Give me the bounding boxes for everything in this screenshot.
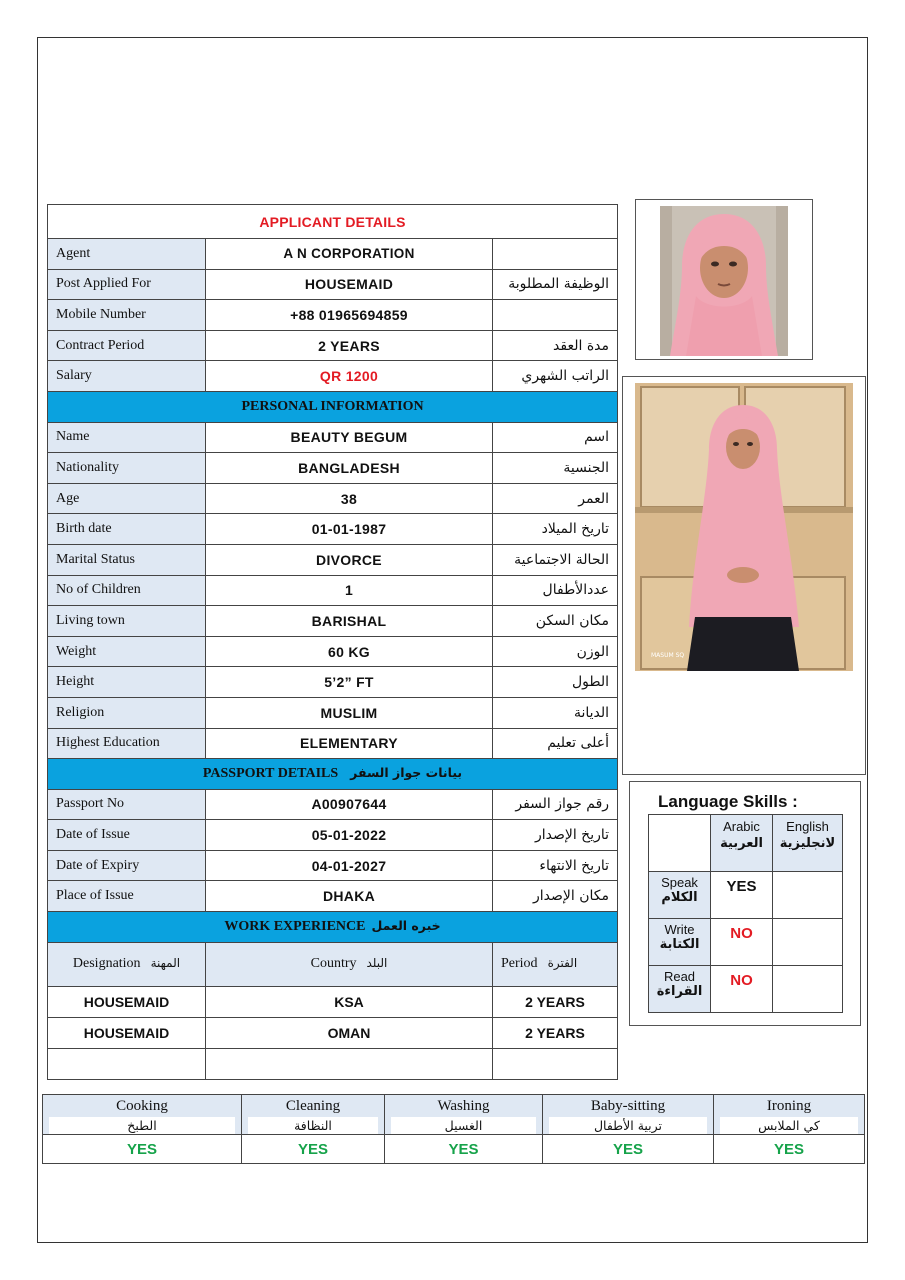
salary-value: QR 1200 — [206, 361, 493, 392]
col-ar: العربية — [720, 836, 763, 851]
arabic-label: الطول — [493, 667, 618, 698]
value: 04-01-2027 — [206, 850, 493, 881]
label: Religion — [48, 697, 206, 728]
period-header — [493, 942, 618, 986]
english-column-header — [773, 815, 843, 872]
designation-header — [48, 942, 206, 986]
row-contract — [48, 330, 618, 361]
applicant-details-table — [47, 204, 618, 1080]
row-en: Write — [664, 922, 695, 937]
work-column-headers — [48, 942, 618, 986]
skill-ar: الطبخ — [49, 1117, 235, 1134]
label: Age — [48, 483, 206, 514]
language-skills-table — [648, 814, 843, 1013]
country: KSA — [206, 986, 493, 1017]
arabic-label: أعلى تعليم — [493, 728, 618, 759]
skill-ar: الغسيل — [391, 1117, 536, 1134]
skills-table — [42, 1094, 865, 1164]
row-education — [48, 728, 618, 759]
section-title: WORK EXPERIENCE — [224, 919, 366, 935]
row-name — [48, 422, 618, 453]
arabic-label: عددالأطفال — [493, 575, 618, 606]
label: Place of Issue — [48, 881, 206, 912]
arabic-label: تاريخ الانتهاء — [493, 850, 618, 881]
col-ar: البلد — [366, 956, 388, 971]
row-ar: الكتابة — [659, 937, 700, 952]
arabic-label: الراتب الشهري — [493, 361, 618, 392]
col-ar: المهنة — [150, 956, 181, 971]
row-salary — [48, 361, 618, 392]
value: BANGLADESH — [206, 453, 493, 484]
period: 2 YEARS — [493, 986, 618, 1017]
full-body-image — [623, 377, 865, 774]
value: 1 — [206, 575, 493, 606]
speak-row-label — [649, 872, 711, 919]
row-place-of-issue — [48, 881, 618, 912]
arabic-label: العمر — [493, 483, 618, 514]
empty-corner — [649, 815, 711, 872]
skill-ironing-value: YES — [714, 1135, 865, 1164]
work-row — [48, 986, 618, 1017]
label: Post Applied For — [48, 269, 206, 300]
col-en: Country — [310, 956, 357, 972]
empty-cell — [206, 1048, 493, 1079]
work-row-empty — [48, 1048, 618, 1079]
skill-cooking-header — [43, 1095, 242, 1135]
value: ELEMENTARY — [206, 728, 493, 759]
value: +88 01965694859 — [206, 300, 493, 331]
label: Date of Expiry — [48, 850, 206, 881]
row-ar: القراءة — [656, 984, 703, 999]
write-row-label — [649, 919, 711, 966]
speak-english — [773, 872, 843, 919]
value: 38 — [206, 483, 493, 514]
portrait-image — [636, 200, 812, 359]
row-ar: الكلام — [661, 890, 698, 905]
label: Birth date — [48, 514, 206, 545]
label: Agent — [48, 239, 206, 270]
label: Mobile Number — [48, 300, 206, 331]
value: MUSLIM — [206, 697, 493, 728]
col-ar: الفترة — [547, 956, 578, 971]
label: Salary — [48, 361, 206, 392]
row-weight — [48, 636, 618, 667]
arabic-label: مكان الإصدار — [493, 881, 618, 912]
section-title: PASSPORT DETAILS — [202, 766, 339, 782]
row-children — [48, 575, 618, 606]
photo-watermark: MASUM SQ — [651, 652, 685, 659]
row-age — [48, 483, 618, 514]
read-row-label — [649, 966, 711, 1013]
skill-babysitting-value: YES — [543, 1135, 714, 1164]
row-nationality — [48, 453, 618, 484]
work-row — [48, 1017, 618, 1048]
label: Highest Education — [48, 728, 206, 759]
arabic-column-header — [711, 815, 773, 872]
col-en: Arabic — [723, 819, 760, 834]
write-english — [773, 919, 843, 966]
designation: HOUSEMAID — [48, 1017, 206, 1048]
col-ar: لانجليزية — [779, 836, 836, 851]
row-agent — [48, 239, 618, 270]
label: Name — [48, 422, 206, 453]
row-passport-no — [48, 789, 618, 820]
arabic-label — [493, 239, 618, 270]
label: Living town — [48, 606, 206, 637]
work-experience-header — [48, 912, 618, 943]
skill-en: Washing — [437, 1098, 490, 1114]
label: No of Children — [48, 575, 206, 606]
label: Weight — [48, 636, 206, 667]
row-height — [48, 667, 618, 698]
portrait-photo — [635, 199, 813, 360]
skill-washing-value: YES — [385, 1135, 543, 1164]
skill-en: Cleaning — [285, 1098, 341, 1114]
arabic-label: مدة العقد — [493, 330, 618, 361]
value: 2 YEARS — [206, 330, 493, 361]
row-mobile — [48, 300, 618, 331]
country-header — [206, 942, 493, 986]
arabic-label: الوزن — [493, 636, 618, 667]
skill-en: Cooking — [116, 1098, 168, 1114]
value: 05-01-2022 — [206, 820, 493, 851]
skill-ironing-header — [714, 1095, 865, 1135]
skills-value-row — [43, 1135, 865, 1164]
read-arabic: NO — [711, 966, 773, 1013]
value: DIVORCE — [206, 544, 493, 575]
row-en: Speak — [661, 875, 698, 890]
arabic-label — [493, 300, 618, 331]
empty-cell — [48, 1048, 206, 1079]
skill-cleaning-value: YES — [242, 1135, 385, 1164]
arabic-label: الحالة الاجتماعية — [493, 544, 618, 575]
speak-arabic: YES — [711, 872, 773, 919]
skill-ar: تربية الأطفال — [549, 1117, 707, 1134]
page-title: APPLICANT DETAILS — [48, 205, 618, 239]
arabic-label: تاريخ الميلاد — [493, 514, 618, 545]
row-date-of-expiry — [48, 850, 618, 881]
arabic-label: الوظيفة المطلوبة — [493, 269, 618, 300]
read-english — [773, 966, 843, 1013]
skill-babysitting-header — [543, 1095, 714, 1135]
skills-header-row — [43, 1095, 865, 1135]
row-marital-status — [48, 544, 618, 575]
label: Marital Status — [48, 544, 206, 575]
row-en: Read — [663, 969, 696, 984]
arabic-label: الجنسية — [493, 453, 618, 484]
section-title-arabic: بيانات جواز السفر — [350, 765, 463, 781]
arabic-label: تاريخ الإصدار — [493, 820, 618, 851]
value: A00907644 — [206, 789, 493, 820]
row-religion — [48, 697, 618, 728]
value: 01-01-1987 — [206, 514, 493, 545]
section-title-arabic: خبره العمل — [371, 918, 441, 934]
period: 2 YEARS — [493, 1017, 618, 1048]
skill-cooking-value: YES — [43, 1135, 242, 1164]
label: Height — [48, 667, 206, 698]
value: 5’2” FT — [206, 667, 493, 698]
col-en: Period — [501, 956, 538, 972]
label: Date of Issue — [48, 820, 206, 851]
row-living-town — [48, 606, 618, 637]
arabic-label: اسم — [493, 422, 618, 453]
value: 60 KG — [206, 636, 493, 667]
value: BARISHAL — [206, 606, 493, 637]
col-en: English — [786, 819, 829, 834]
passport-details-header — [48, 759, 618, 790]
label: Contract Period — [48, 330, 206, 361]
personal-info-header: PERSONAL INFORMATION — [48, 391, 618, 422]
value: A N CORPORATION — [206, 239, 493, 270]
skill-en: Ironing — [766, 1098, 812, 1114]
label: Passport No — [48, 789, 206, 820]
skill-en: Baby-sitting — [590, 1098, 666, 1114]
label: Nationality — [48, 453, 206, 484]
row-date-of-issue — [48, 820, 618, 851]
language-skills-box — [629, 781, 861, 1026]
row-post — [48, 269, 618, 300]
arabic-label: الديانة — [493, 697, 618, 728]
arabic-label: مكان السكن — [493, 606, 618, 637]
skill-ar: النظافة — [248, 1117, 378, 1134]
col-en: Designation — [72, 956, 141, 972]
designation: HOUSEMAID — [48, 986, 206, 1017]
row-birth-date — [48, 514, 618, 545]
empty-cell — [493, 1048, 618, 1079]
skill-cleaning-header — [242, 1095, 385, 1135]
write-arabic: NO — [711, 919, 773, 966]
skill-washing-header — [385, 1095, 543, 1135]
full-body-photo — [622, 376, 866, 775]
language-skills-title: Language Skills : — [658, 792, 798, 811]
value: HOUSEMAID — [206, 269, 493, 300]
country: OMAN — [206, 1017, 493, 1048]
skill-ar: كي الملابس — [720, 1117, 858, 1134]
arabic-label: رقم جواز السفر — [493, 789, 618, 820]
value: BEAUTY BEGUM — [206, 422, 493, 453]
value: DHAKA — [206, 881, 493, 912]
